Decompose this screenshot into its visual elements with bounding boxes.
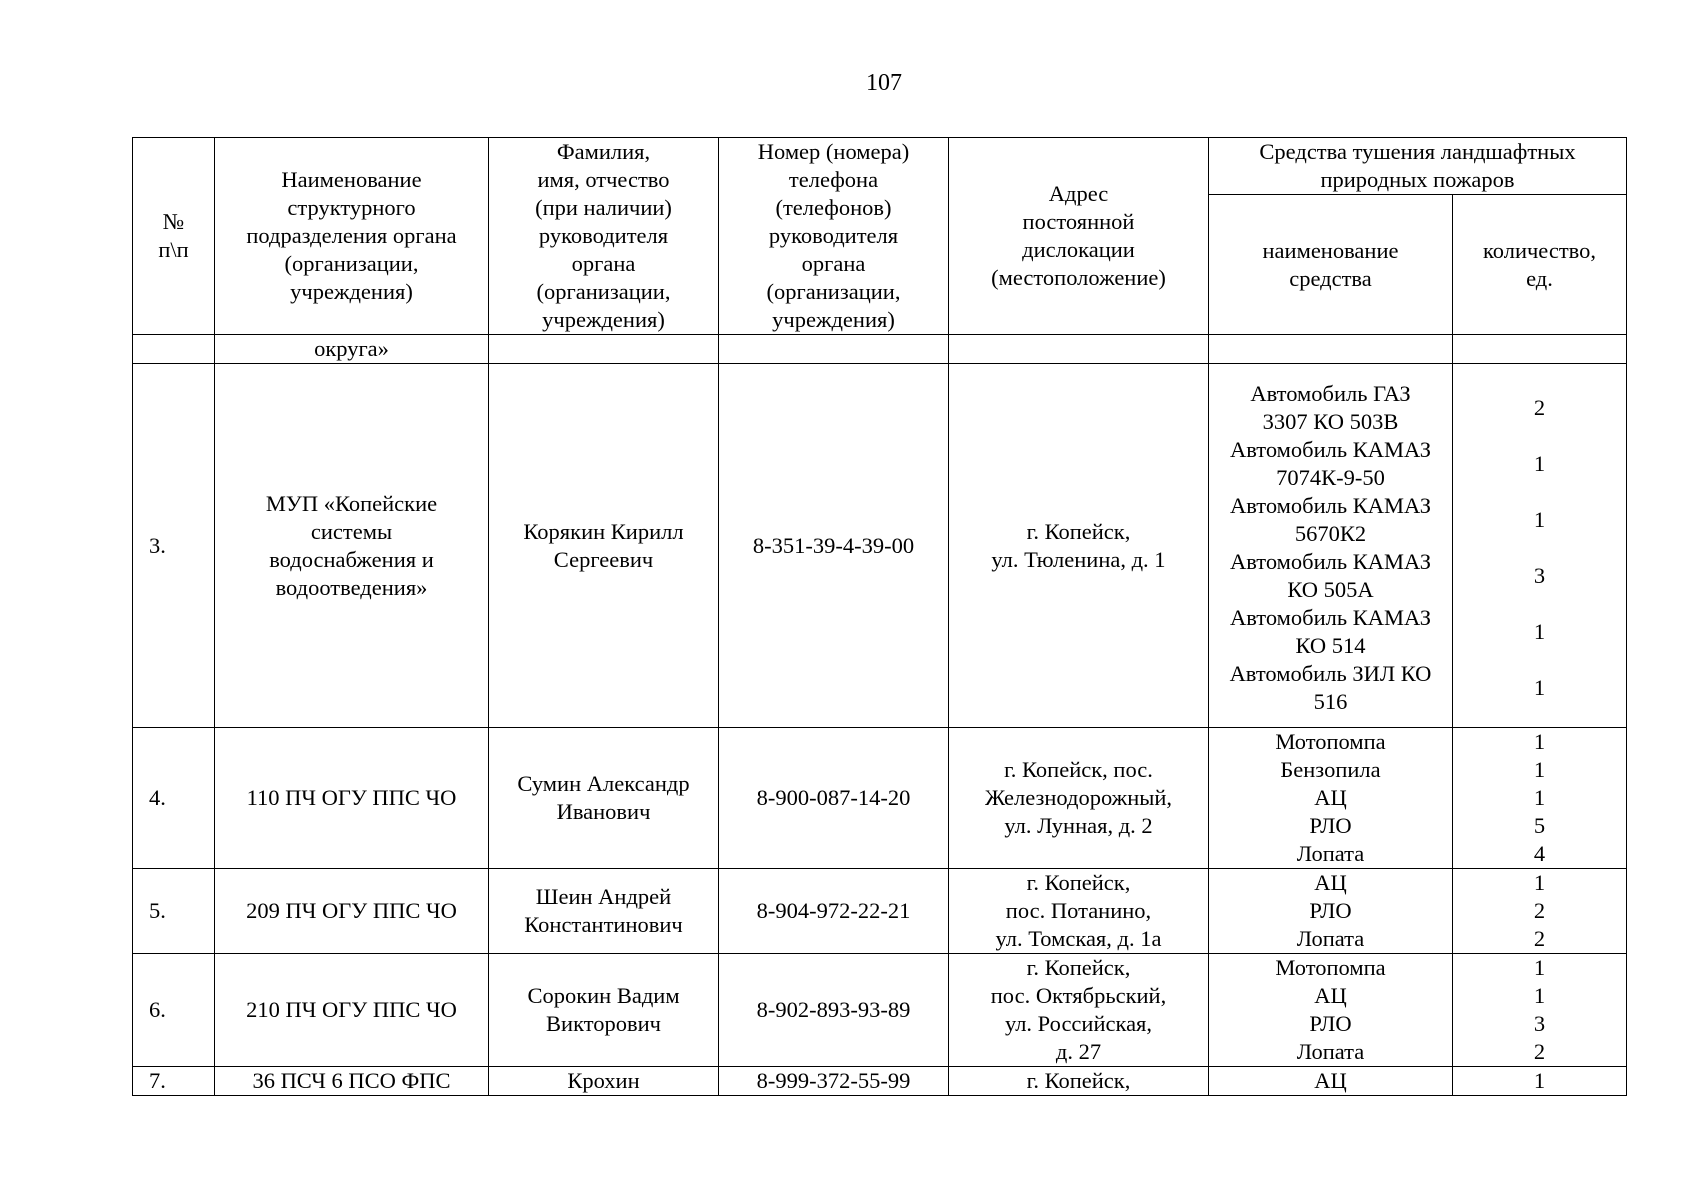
head-name: Сумин Александр Иванович <box>489 728 719 869</box>
table-row <box>133 1067 1627 1096</box>
means-qty: 1 <box>1533 506 1546 532</box>
means-name: Автомобиль ЗИЛ КО 516 <box>1229 660 1432 714</box>
means-qty: 1 <box>1533 955 1546 980</box>
unit-name: 36 ПСЧ 6 ПСО ФПС <box>215 1067 489 1096</box>
means-name: Мотопомпа <box>1275 729 1386 754</box>
means-name: Лопата <box>1296 926 1365 951</box>
page-number: 107 <box>866 70 902 96</box>
unit-name: 110 ПЧ ОГУ ППС ЧО <box>215 728 489 869</box>
header-means-qty: количество, ед. <box>1453 195 1627 335</box>
address: г. Копейск, ул. Тюленина, д. 1 <box>949 364 1209 728</box>
table-row <box>133 954 1627 1067</box>
means-quantities <box>1453 954 1627 1067</box>
head-name: Сорокин Вадим Викторович <box>489 954 719 1067</box>
phone-number: 8-351-39-4-39-00 <box>719 364 949 728</box>
means-name: Автомобиль КАМАЗ 5670К2 <box>1230 492 1431 546</box>
table-row <box>133 728 1627 869</box>
address: г. Копейск, пос. Потанино, ул. Томская, д. 1а <box>949 869 1209 954</box>
header-means-group: Средства тушения ландшафтных природных пожаров <box>1209 138 1627 195</box>
means-quantities <box>1453 364 1627 728</box>
means-name: АЦ <box>1314 870 1347 895</box>
means-names <box>1209 954 1453 1067</box>
means-quantities <box>1453 869 1627 954</box>
means-qty: 2 <box>1533 1039 1546 1064</box>
header-num: № п\п <box>133 138 215 335</box>
means-qty: 1 <box>1533 785 1546 810</box>
means-qty: 1 <box>1533 674 1546 700</box>
means-qty: 2 <box>1533 898 1546 923</box>
means-name: Автомобиль КАМАЗ 7074К-9-50 <box>1230 436 1431 490</box>
means-names <box>1209 364 1453 728</box>
means-qty: 1 <box>1533 450 1546 476</box>
row-number: 7. <box>133 1067 215 1096</box>
unit-name: 209 ПЧ ОГУ ППС ЧО <box>215 869 489 954</box>
header-address: Адрес постоянной дислокации (местоположение) <box>949 138 1209 335</box>
means-qty: 1 <box>1453 1067 1627 1096</box>
header-head: Фамилия, имя, отчество (при наличии) руководителя органа (организации, учреждения) <box>489 138 719 335</box>
means-name: РЛО <box>1309 1011 1352 1036</box>
means-qty: 2 <box>1533 926 1546 951</box>
continuation-row <box>133 335 1627 364</box>
table-row <box>133 364 1627 728</box>
means-name: Автомобиль КАМАЗ КО 505А <box>1230 548 1431 602</box>
header-phone: Номер (номера) телефона (телефонов) руководителя органа (организации, учреждения) <box>719 138 949 335</box>
means-name: РЛО <box>1309 813 1352 838</box>
address: г. Копейск, <box>949 1067 1209 1096</box>
means-name: Мотопомпа <box>1275 955 1386 980</box>
phone-number: 8-900-087-14-20 <box>719 728 949 869</box>
head-name: Крохин <box>489 1067 719 1096</box>
means-name: Лопата <box>1296 1039 1365 1064</box>
address: г. Копейск, пос. Железнодорожный, ул. Лунная, д. 2 <box>949 728 1209 869</box>
means-name: Автомобиль КАМАЗ КО 514 <box>1230 604 1431 658</box>
means-qty: 1 <box>1533 757 1546 782</box>
means-qty: 4 <box>1533 841 1546 866</box>
phone-number: 8-902-893-93-89 <box>719 954 949 1067</box>
unit-name: 210 ПЧ ОГУ ППС ЧО <box>215 954 489 1067</box>
header-means-name: наименование средства <box>1209 195 1453 335</box>
means-name: РЛО <box>1309 898 1352 923</box>
means-name: Бензопила <box>1280 757 1381 782</box>
means-names <box>1209 869 1453 954</box>
continuation-unit: округа» <box>215 335 489 364</box>
header-row-1 <box>133 138 1627 195</box>
means-name: Автомобиль ГАЗ 3307 КО 503В <box>1250 380 1411 434</box>
phone-number: 8-904-972-22-21 <box>719 869 949 954</box>
table-row <box>133 869 1627 954</box>
means-name: АЦ <box>1314 983 1347 1008</box>
means-qty: 3 <box>1533 562 1546 588</box>
head-name: Корякин Кирилл Сергеевич <box>489 364 719 728</box>
means-name: АЦ <box>1314 785 1347 810</box>
row-number: 5. <box>133 869 215 954</box>
row-number: 4. <box>133 728 215 869</box>
head-name: Шеин Андрей Константинович <box>489 869 719 954</box>
phone-number: 8-999-372-55-99 <box>719 1067 949 1096</box>
means-names <box>1209 728 1453 869</box>
row-number: 6. <box>133 954 215 1067</box>
fire-means-table <box>132 137 1627 1096</box>
means-quantities <box>1453 728 1627 869</box>
means-name: Лопата <box>1296 841 1365 866</box>
means-qty: 2 <box>1533 394 1546 420</box>
means-qty: 1 <box>1533 983 1546 1008</box>
means-qty: 1 <box>1533 870 1546 895</box>
means-qty: 1 <box>1533 618 1546 644</box>
address: г. Копейск, пос. Октябрьский, ул. Российская, д. 27 <box>949 954 1209 1067</box>
means-qty: 1 <box>1533 729 1546 754</box>
means-qty: 3 <box>1533 1011 1546 1036</box>
unit-name: МУП «Копейские системы водоснабжения и водоотведения» <box>215 364 489 728</box>
row-number: 3. <box>133 364 215 728</box>
means-qty: 5 <box>1533 813 1546 838</box>
means-name: АЦ <box>1209 1067 1453 1096</box>
header-unit: Наименование структурного подразделения органа (организации, учреждения) <box>215 138 489 335</box>
